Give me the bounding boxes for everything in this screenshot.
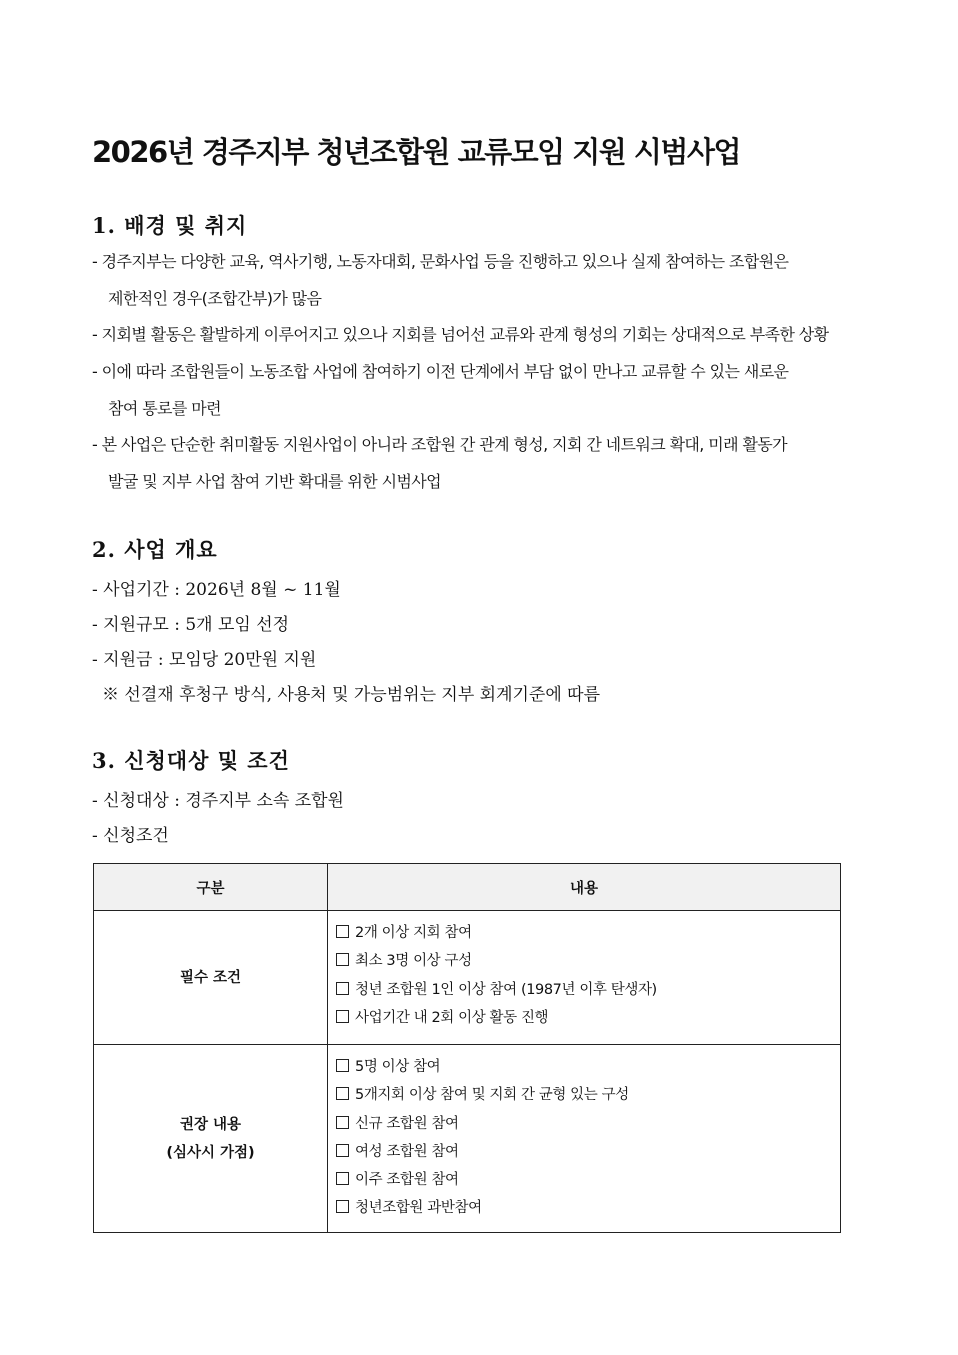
list-item: 최소 3명 이상 구성 bbox=[336, 947, 840, 975]
list-item: 2개 이상 지회 참여 bbox=[336, 919, 840, 947]
background-line-7: 발굴 및 지부 사업 참여 기반 확대를 위한 시범사업 bbox=[108, 472, 442, 491]
background-line-1: - 경주지부는 다양한 교육, 역사기행, 노동자대회, 문화사업 등을 진행하고 있으나 실제 참여하는 조합원은 bbox=[92, 252, 789, 271]
list-item: 5명 이상 참여 bbox=[336, 1053, 840, 1081]
section-heading-overview: 2. 사업 개요 bbox=[92, 537, 218, 562]
checkbox-icon bbox=[336, 1116, 349, 1129]
checkbox-icon bbox=[336, 1087, 349, 1100]
checkbox-icon bbox=[336, 982, 349, 995]
list-item: 여성 조합원 참여 bbox=[336, 1138, 840, 1166]
required-category-cell bbox=[94, 911, 328, 1045]
conditions-table bbox=[93, 863, 841, 1233]
section-heading-eligibility: 3. 신청대상 및 조건 bbox=[92, 748, 290, 773]
table-row-recommended bbox=[94, 1045, 841, 1233]
table-row-required bbox=[94, 911, 841, 1045]
eligibility-conditions-label: - 신청조건 bbox=[92, 826, 169, 846]
list-item: 사업기간 내 2회 이상 활동 진행 bbox=[336, 1004, 840, 1032]
checkbox-icon bbox=[336, 1059, 349, 1072]
overview-period: - 사업기간 : 2026년 8월 ~ 11월 bbox=[92, 580, 341, 600]
section-heading-background: 1. 배경 및 취지 bbox=[92, 213, 248, 238]
recommended-category-label: 권장 내용 bbox=[179, 1116, 242, 1133]
list-item: 5개지회 이상 참여 및 지회 간 균형 있는 구성 bbox=[336, 1081, 840, 1109]
background-line-5: 참여 통로를 마련 bbox=[108, 399, 221, 418]
checkbox-icon bbox=[336, 953, 349, 966]
document-title: 2026년 경주지부 청년조합원 교류모임 지원 시범사업 bbox=[92, 135, 740, 169]
checkbox-icon bbox=[336, 1172, 349, 1185]
required-items-cell bbox=[328, 911, 841, 1045]
recommended-category-sublabel: (심사시 가점) bbox=[166, 1144, 255, 1161]
list-item: 청년조합원 과반참여 bbox=[336, 1194, 840, 1222]
list-item: 신규 조합원 참여 bbox=[336, 1110, 840, 1138]
recommended-category-cell bbox=[94, 1045, 328, 1233]
table-header-row bbox=[94, 864, 841, 911]
background-line-2: 제한적인 경우(조합간부)가 많음 bbox=[108, 289, 322, 308]
checkbox-icon bbox=[336, 925, 349, 938]
recommended-items-cell bbox=[328, 1045, 841, 1233]
background-line-6: - 본 사업은 단순한 취미활동 지원사업이 아니라 조합원 간 관계 형성, 지회 간 네트워크 확대, 미래 활동가 bbox=[92, 435, 788, 454]
list-item: 청년 조합원 1인 이상 참여 (1987년 이후 탄생자) bbox=[336, 976, 840, 1004]
table-header-content: 내용 bbox=[328, 864, 841, 911]
required-category-label: 필수 조건 bbox=[179, 969, 242, 986]
background-line-4: - 이에 따라 조합원들이 노동조합 사업에 참여하기 이전 단계에서 부담 없이 만나고 교류할 수 있는 새로운 bbox=[92, 362, 789, 381]
checkbox-icon bbox=[336, 1200, 349, 1213]
overview-note: ※ 선결재 후청구 방식, 사용처 및 가능범위는 지부 회계기준에 따름 bbox=[102, 685, 601, 705]
background-line-3: - 지회별 활동은 활발하게 이루어지고 있으나 지회를 넘어선 교류와 관계 형성의 기회는 상대적으로 부족한 상황 bbox=[92, 325, 829, 344]
table-header-category: 구분 bbox=[94, 864, 328, 911]
eligibility-target: - 신청대상 : 경주지부 소속 조합원 bbox=[92, 791, 344, 811]
list-item: 이주 조합원 참여 bbox=[336, 1166, 840, 1194]
overview-funding: - 지원금 : 모임당 20만원 지원 bbox=[92, 650, 317, 670]
overview-scale: - 지원규모 : 5개 모임 선정 bbox=[92, 615, 290, 635]
checkbox-icon bbox=[336, 1010, 349, 1023]
checkbox-icon bbox=[336, 1144, 349, 1157]
